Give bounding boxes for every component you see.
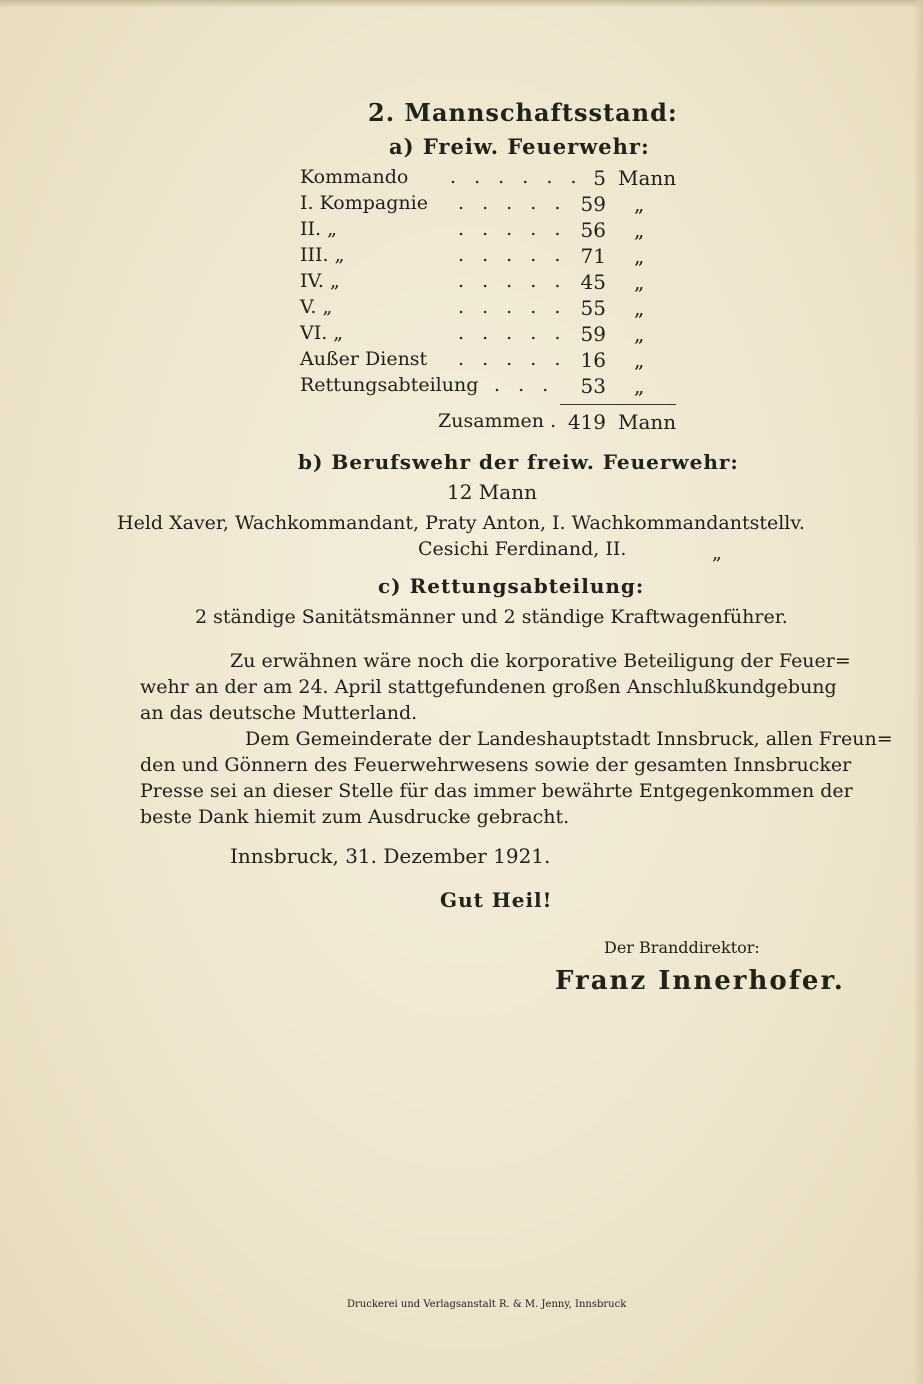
row-leader: . . . . . (458, 192, 567, 214)
signature-name: Franz Innerhofer. (555, 966, 845, 996)
row-leader: . . . (494, 374, 555, 396)
row-unit: „ (634, 218, 645, 242)
row-count: 56 (580, 218, 606, 242)
row-leader: . . . . . (458, 322, 567, 344)
page-top-edge (0, 0, 923, 8)
page-right-edge (913, 0, 923, 1384)
row-label: Außer Dienst (300, 348, 428, 370)
greeting: Gut Heil! (440, 888, 553, 912)
paragraph-line: den und Gönnern des Feuerwehrwesens sowie der gesamten Innsbrucker (140, 754, 852, 776)
section-a-title: a) Freiw. Feuerwehr: (389, 134, 650, 159)
row-label: III. „ (300, 244, 345, 266)
row-unit: „ (634, 322, 645, 346)
sum-rule (560, 404, 676, 405)
printer-imprint: Druckerei und Verlagsanstalt R. & M. Jenny, Innsbruck (347, 1299, 627, 1310)
row-label: Rettungsabteilung (300, 374, 479, 396)
row-label: Kommando (300, 166, 409, 188)
row-leader: . . . . . (458, 218, 567, 240)
row-count: 16 (580, 348, 606, 372)
row-unit: Mann (618, 166, 677, 190)
row-leader: . . . . . (458, 348, 567, 370)
row-unit: „ (634, 348, 645, 372)
total-label: Zusammen . (438, 410, 557, 432)
row-count: 53 (580, 374, 606, 398)
row-label: II. „ (300, 218, 337, 240)
row-leader: . . . . . . (450, 166, 583, 188)
row-label: I. Kompagnie (300, 192, 428, 214)
row-count: 55 (580, 296, 606, 320)
row-unit: „ (634, 244, 645, 268)
section-b-line1: Held Xaver, Wachkommandant, Praty Anton, I. Wachkommandantstellv. (117, 512, 805, 534)
row-unit: „ (634, 192, 645, 216)
paragraph-line: wehr an der am 24. April stattgefundenen großen Anschlußkundgebung (140, 676, 837, 698)
section-b-line2-ditto: „ (712, 542, 722, 564)
paragraph-line: beste Dank hiemit zum Ausdrucke gebracht. (140, 806, 570, 828)
paragraph-line: Dem Gemeinderate der Landeshauptstadt Innsbruck, allen Freun= (245, 728, 893, 750)
row-label: VI. „ (300, 322, 344, 344)
row-unit: „ (634, 296, 645, 320)
place-date: Innsbruck, 31. Dezember 1921. (230, 844, 551, 868)
section-b-title: b) Berufswehr der freiw. Feuerwehr: (298, 450, 739, 474)
row-count: 59 (580, 322, 606, 346)
paragraph-line: an das deutsche Mutterland. (140, 702, 418, 724)
row-unit: „ (634, 270, 645, 294)
row-unit: „ (634, 374, 645, 398)
section-b-count: 12 Mann (447, 480, 537, 504)
row-label: IV. „ (300, 270, 340, 292)
row-label: V. „ (300, 296, 333, 318)
section-b-line2-name: Cesichi Ferdinand, II. (418, 538, 627, 560)
signature-title: Der Branddirektor: (604, 938, 760, 957)
row-leader: . . . . . (458, 296, 567, 318)
total-count: 419 (567, 410, 606, 434)
row-leader: . . . . . (458, 270, 567, 292)
row-count: 59 (580, 192, 606, 216)
row-count: 45 (580, 270, 606, 294)
row-count: 5 (593, 166, 606, 190)
row-leader: . . . . . (458, 244, 567, 266)
section-c-title: c) Rettungsabteilung: (378, 574, 645, 598)
paragraph-line: Zu erwähnen wäre noch die korporative Beteiligung der Feuer= (230, 650, 851, 672)
section-c-line: 2 ständige Sanitätsmänner und 2 ständige Kraftwagenführer. (195, 606, 788, 628)
paragraph-line: Presse sei an dieser Stelle für das immer bewährte Entgegenkommen der (140, 780, 853, 802)
total-unit: Mann (618, 410, 677, 434)
section-heading: 2. Mannschaftsstand: (368, 98, 678, 127)
row-count: 71 (580, 244, 606, 268)
